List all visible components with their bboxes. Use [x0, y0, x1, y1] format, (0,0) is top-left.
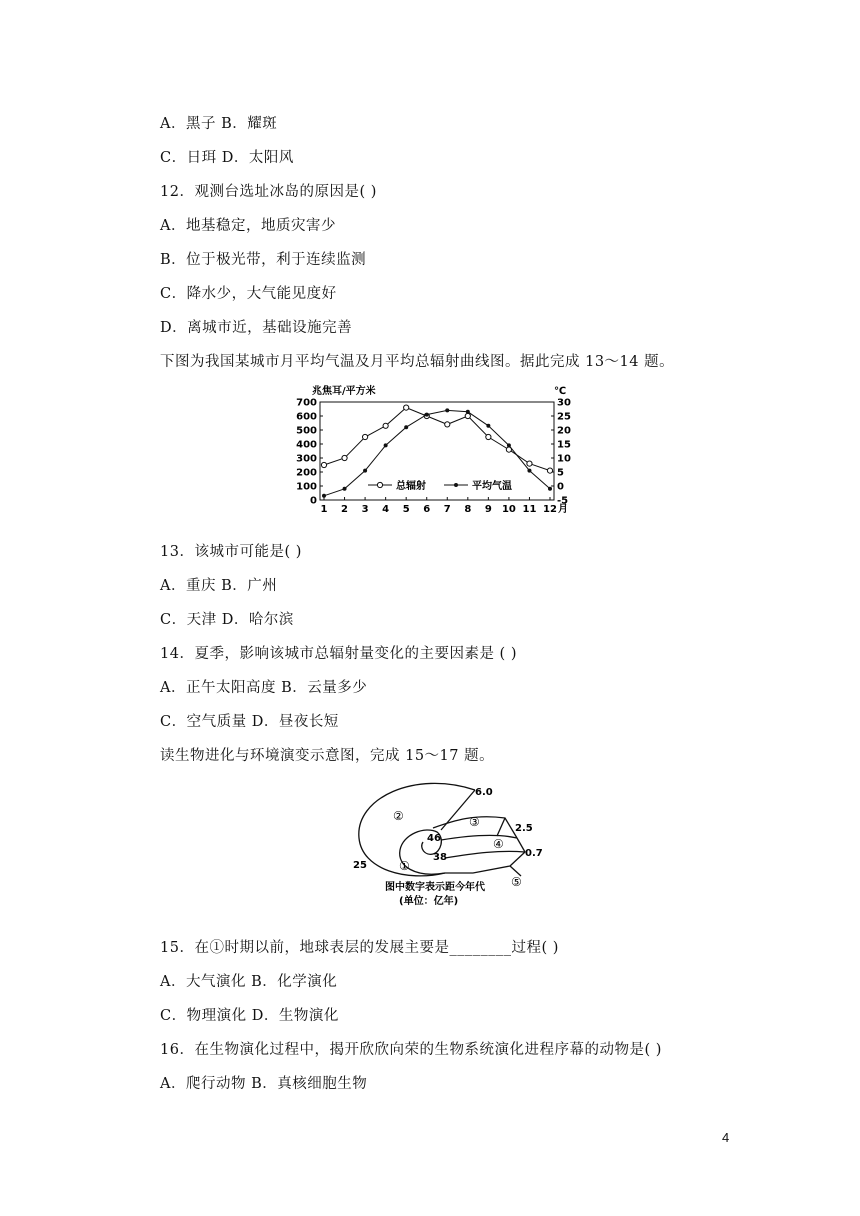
- label-0-7: 0.7: [525, 848, 543, 859]
- legend-marker-temperature: [454, 483, 458, 487]
- x-tick-label: 11: [522, 504, 537, 515]
- radiation-point: [404, 405, 409, 410]
- left-tick-label: 400: [296, 439, 317, 451]
- right-tick-label: 10: [557, 453, 571, 465]
- chart-intro: 下图为我国某城市月平均气温及月平均总辐射曲线图。据此完成 13～14 题。: [160, 354, 675, 370]
- question-15: 15．在①时期以前，地球表层的发展主要是________过程( ): [160, 940, 559, 956]
- option-line: A．黑子 B．耀斑: [160, 116, 278, 132]
- radiation-point: [321, 462, 326, 467]
- temperature-point: [486, 424, 490, 428]
- radiation-point: [342, 455, 347, 460]
- region-4: ④: [493, 837, 504, 851]
- option-line: C．物理演化 D．生物演化: [160, 1008, 339, 1024]
- right-tick-label: 25: [557, 411, 571, 423]
- left-tick-label: 500: [296, 425, 317, 437]
- temperature-point: [363, 469, 367, 473]
- temperature-point: [466, 410, 470, 414]
- temperature-point: [425, 413, 429, 417]
- climate-chart: [292, 382, 572, 522]
- option-line: A．地基稳定，地质灾害少: [160, 218, 336, 234]
- left-tick-label: 0: [310, 495, 317, 507]
- chart-right-unit: ℃: [554, 386, 567, 397]
- x-tick-label: 10: [501, 504, 516, 515]
- left-tick-label: 300: [296, 453, 317, 465]
- region-5: ⑤: [511, 875, 522, 889]
- question-16: 16．在生物演化过程中，揭开欣欣向荣的生物系统演化进程序幕的动物是( ): [160, 1042, 662, 1058]
- x-tick-label: 7: [443, 504, 451, 515]
- right-tick-label: 5: [557, 467, 564, 479]
- left-tick-label: 200: [296, 467, 317, 479]
- x-tick-label: 2: [341, 504, 349, 515]
- question-14: 14．夏季，影响该城市总辐射量变化的主要因素是 ( ): [160, 646, 517, 662]
- radiation-point: [547, 468, 552, 473]
- plot-frame: [320, 402, 554, 500]
- option-line: A．爬行动物 B．真核细胞生物: [160, 1076, 368, 1092]
- radiation-point: [527, 461, 532, 466]
- x-tick-label: 5: [402, 504, 410, 515]
- legend-label-temperature: 平均气温: [472, 481, 512, 492]
- radiation-point: [362, 434, 367, 439]
- temperature-point: [445, 408, 449, 412]
- label-38: 38: [433, 852, 447, 863]
- region-2: ②: [393, 809, 404, 823]
- x-tick-label: 3: [361, 504, 369, 515]
- legend-marker-radiation: [377, 482, 382, 487]
- page-number: 4: [722, 1130, 730, 1145]
- label-25: 25: [353, 860, 367, 871]
- label-6-0: 6.0: [475, 787, 493, 798]
- radiation-point: [486, 434, 491, 439]
- diagram-caption: 图中数字表示距今年代: [385, 882, 485, 893]
- question-12: 12．观测台选址冰岛的原因是( ): [160, 184, 377, 200]
- diagram-caption-unit: (单位：亿年): [399, 896, 459, 907]
- radiation-point: [445, 422, 450, 427]
- temperature-point: [527, 469, 531, 473]
- right-tick-label: 30: [557, 397, 571, 409]
- label-2-5: 2.5: [515, 823, 533, 834]
- region-1: ①: [399, 859, 410, 873]
- right-tick-label: 20: [557, 425, 571, 437]
- right-tick-label: 15: [557, 439, 571, 451]
- option-line: D．离城市近，基础设施完善: [160, 320, 353, 336]
- temperature-point: [384, 443, 388, 447]
- label-46: 46: [427, 833, 441, 844]
- series-line-2: [324, 410, 550, 495]
- option-line: C．日珥 D．太阳风: [160, 150, 294, 166]
- x-tick-label: 1: [320, 504, 328, 515]
- option-line: C．降水少，大气能见度好: [160, 286, 337, 302]
- option-line: A．正午太阳高度 B．云量多少: [160, 680, 368, 696]
- x-tick-label: 12: [543, 504, 557, 515]
- evolution-diagram: [345, 778, 545, 913]
- temperature-point: [343, 487, 347, 491]
- option-line: C．空气质量 D．昼夜长短: [160, 714, 339, 730]
- question-13: 13．该城市可能是( ): [160, 544, 302, 560]
- right-tick-label: -5: [557, 495, 569, 507]
- x-unit-label: 月: [558, 504, 568, 515]
- series-line-1: [324, 408, 550, 471]
- x-tick-label: 6: [423, 504, 431, 515]
- legend-label-radiation: 总辐射: [396, 481, 426, 492]
- temperature-point: [548, 487, 552, 491]
- diagram-intro: 读生物进化与环境演变示意图，完成 15～17 题。: [160, 748, 495, 764]
- temperature-point: [404, 425, 408, 429]
- right-tick-label: 0: [557, 481, 564, 493]
- left-tick-label: 600: [296, 411, 317, 423]
- radiation-point: [383, 423, 388, 428]
- temperature-point: [507, 443, 511, 447]
- temperature-point: [322, 494, 326, 498]
- x-tick-label: 4: [382, 504, 390, 515]
- option-line: A．大气演化 B．化学演化: [160, 974, 338, 990]
- x-tick-label: 8: [464, 504, 472, 515]
- region-3: ③: [469, 815, 480, 829]
- chart-left-unit: 兆焦耳/平方米: [312, 386, 376, 397]
- option-line: A．重庆 B．广州: [160, 578, 278, 594]
- option-line: C．天津 D．哈尔滨: [160, 612, 294, 628]
- x-tick-label: 9: [484, 504, 492, 515]
- left-tick-label: 700: [296, 397, 317, 409]
- radiation-point: [465, 413, 470, 418]
- option-line: B．位于极光带，利于连续监测: [160, 252, 367, 268]
- left-tick-label: 100: [296, 481, 317, 493]
